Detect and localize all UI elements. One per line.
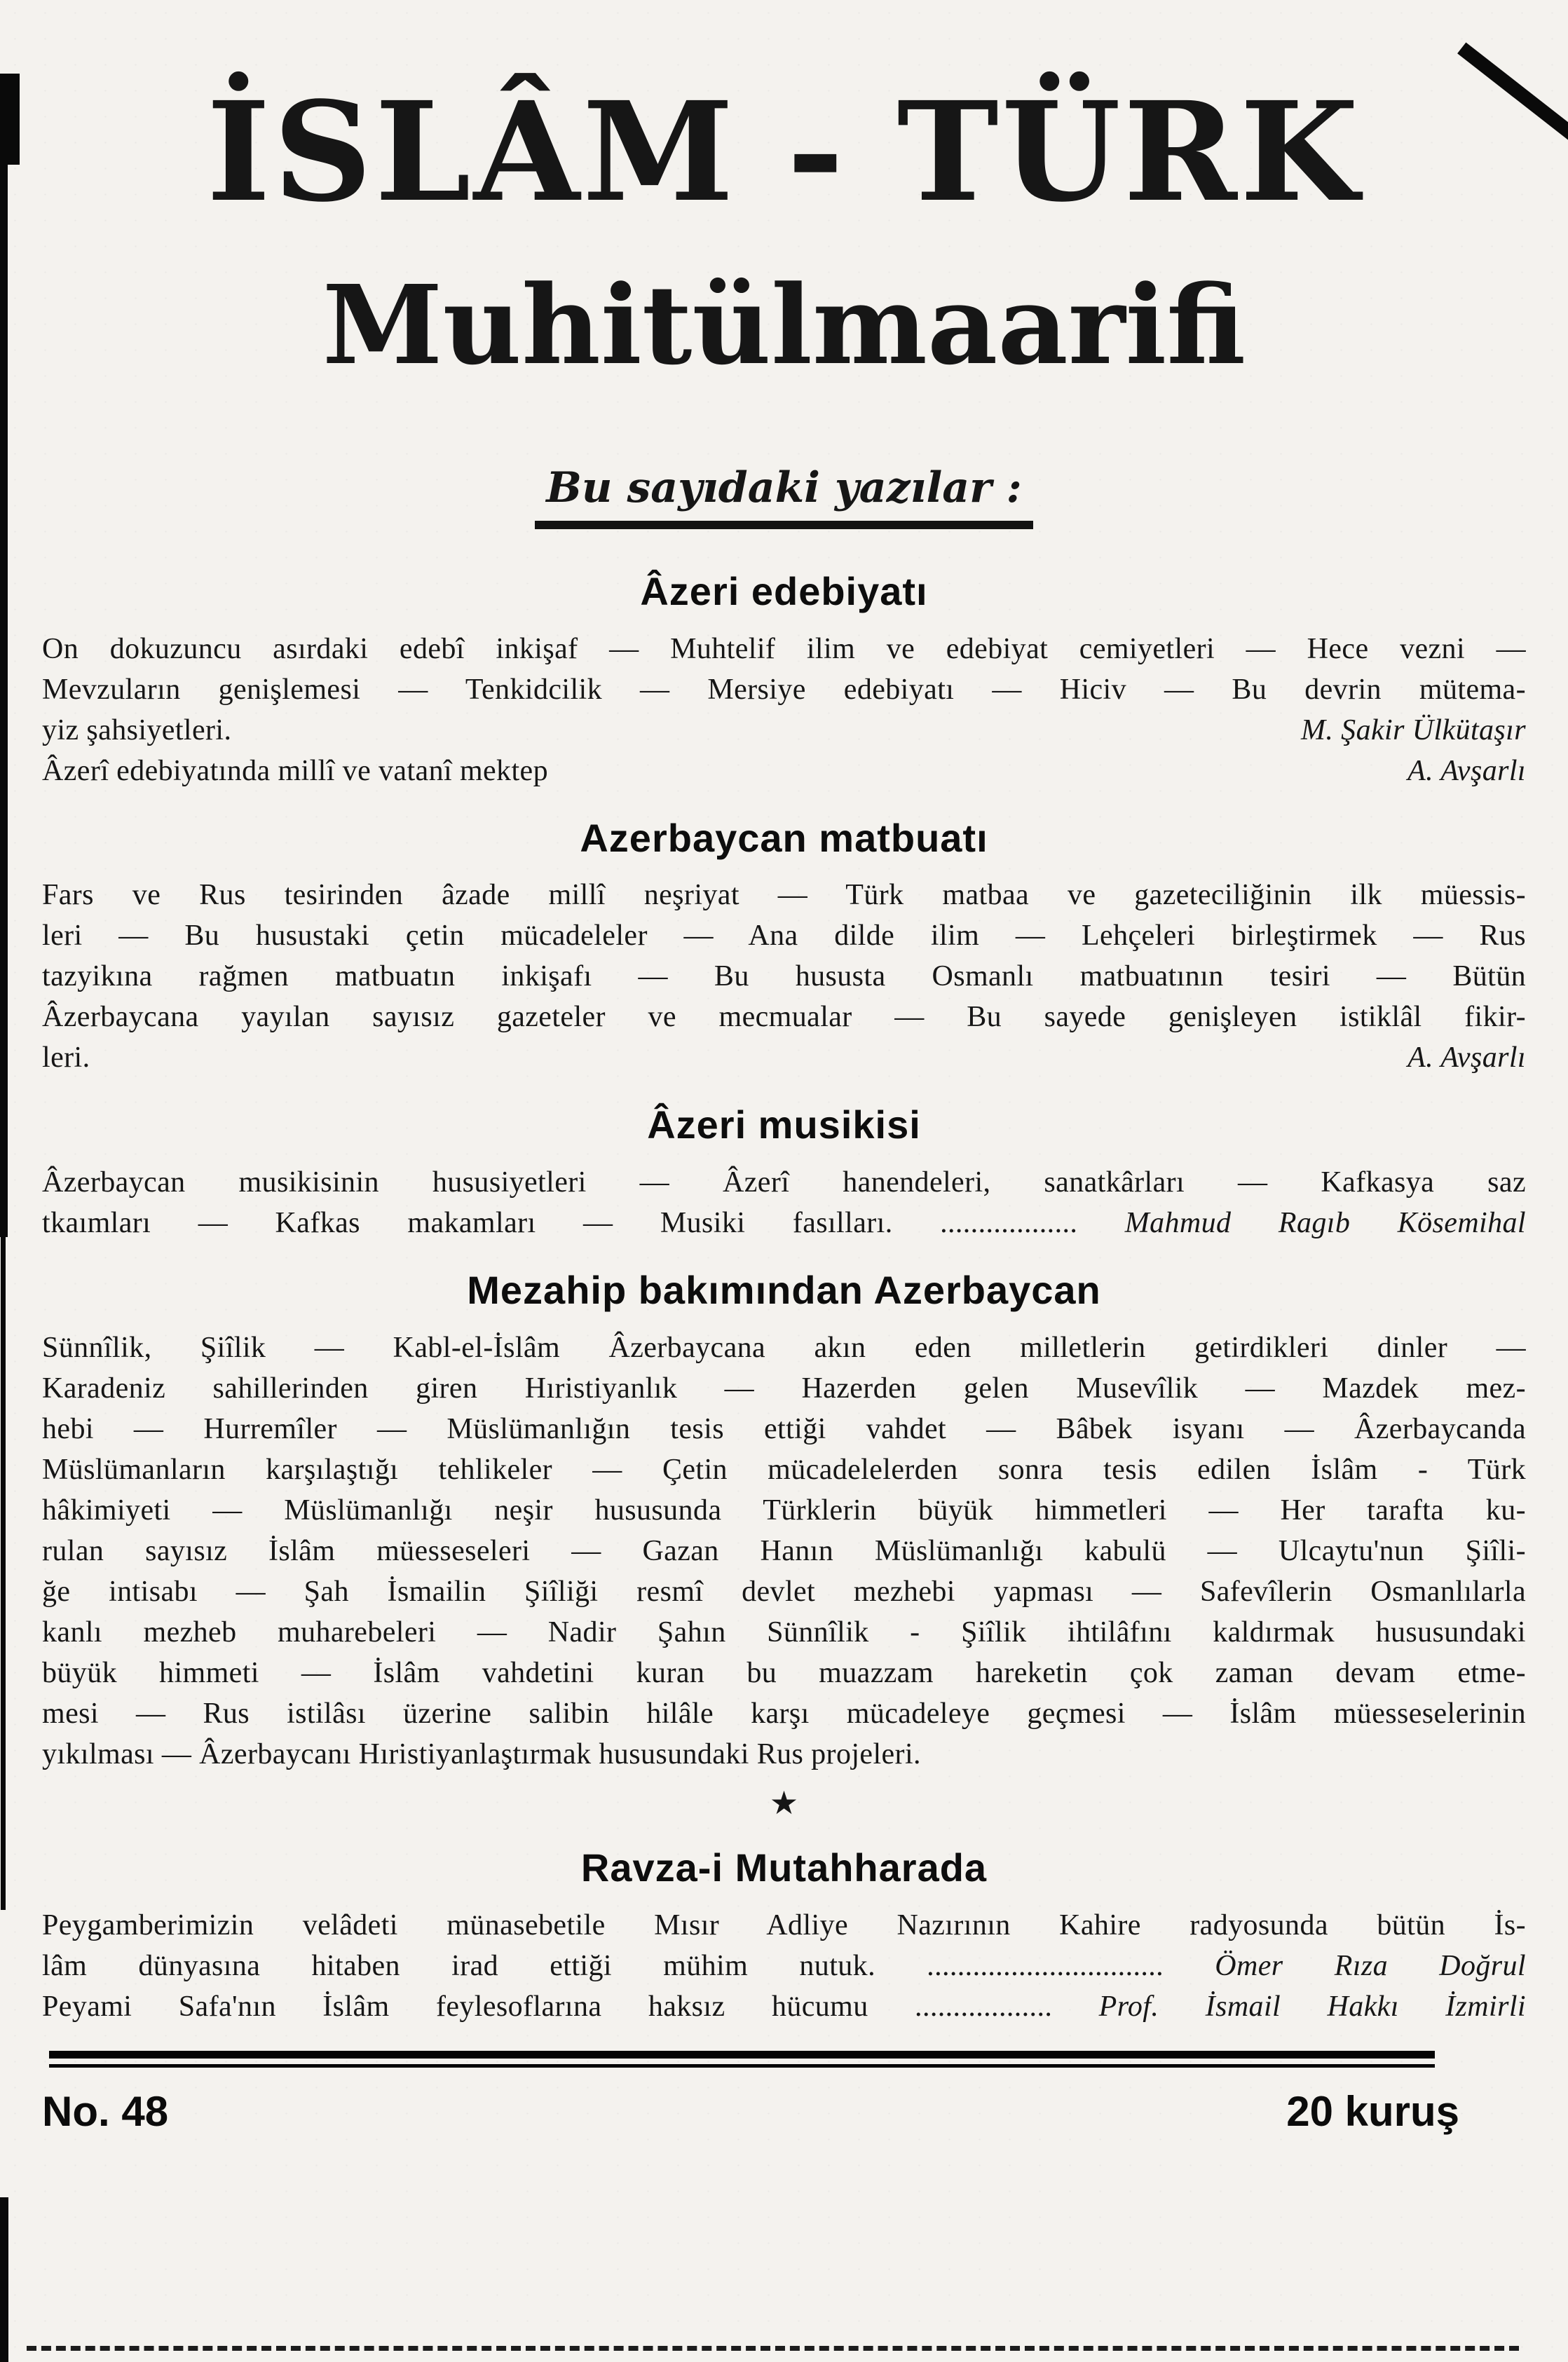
toc-line-text: hâkimiyeti — Müslümanlığı neşir hususunda Türklerin büyük himmetleri — Her tarafta ku- <box>42 1494 1526 1527</box>
toc-line-text: hebi — Hurremîler — Müslümanlığın tesis ettiği vahdet — Bâbek isyanı — Âzerbaycanda <box>42 1412 1526 1445</box>
footer-rule <box>49 2051 1435 2068</box>
toc-line-text: yıkılması — Âzerbaycanı Hıristiyanlaştırmak hususundaki Rus projeleri. <box>42 1738 921 1770</box>
toc-section <box>42 1269 1526 1775</box>
toc-line <box>42 1986 1526 2027</box>
author-name: M. Şakir Ülkütaşır <box>1300 714 1526 746</box>
toc-section <box>42 1103 1526 1243</box>
sections <box>42 570 1526 2027</box>
toc-section <box>42 570 1526 791</box>
toc-line-text: Fars ve Rus tesirinden âzade millî neşriyat — Türk matbaa ve gazeteciliğinin ilk müessis- <box>42 879 1526 912</box>
section-body <box>42 875 1526 1078</box>
toc-line <box>42 1409 1526 1449</box>
toc-line <box>42 1946 1526 1986</box>
toc-line <box>42 669 1526 710</box>
magazine-subtitle: Muhitülmaarifi <box>322 261 1246 390</box>
toc-line-text: büyük himmeti — İslâm vahdetini kuran bu muazzam hareketin çok zaman devam etme- <box>42 1656 1526 1689</box>
toc-line <box>42 1449 1526 1490</box>
page-content <box>0 71 1568 2136</box>
toc-line <box>42 1571 1526 1612</box>
toc-line-text: yiz şahsiyetleri. <box>42 714 232 746</box>
toc-line-text: ğe intisabı — Şah İsmailin Şiîliği resmî devlet mezhebi yapması — Safevîlerin Osmanlılarla <box>42 1575 1526 1608</box>
section-body <box>42 629 1526 791</box>
section-body <box>42 1327 1526 1775</box>
toc-line <box>42 1037 1526 1078</box>
magazine-title: İSLÂM - TÜRK <box>206 71 1362 232</box>
author-name: Prof. İsmail Hakkı İzmirli <box>1052 1990 1526 2023</box>
toc-line-text: Âzerbaycan musikisinin hususiyetleri — Âzerî hanendeleri, sanatkârları — Kafkasya saz <box>42 1166 1526 1199</box>
toc-line <box>42 997 1526 1037</box>
section-body <box>42 1162 1526 1243</box>
author-name: A. Avşarlı <box>1407 754 1526 787</box>
scan-artifact-left-strip <box>0 2197 8 2362</box>
toc-line-text: Müslümanların karşılaştığı tehlikeler — Çetin mücadelelerden sonra tesis edilen İslâm - Türk <box>42 1453 1526 1486</box>
toc-line <box>42 1905 1526 1946</box>
toc-line-text: tkaımları — Kafkas makamları — Musiki fasılları. .................. <box>42 1207 1078 1240</box>
toc-line <box>42 1203 1526 1243</box>
star-divider-icon: ★ <box>769 1784 799 1821</box>
price: 20 kuruş <box>1286 2087 1459 2135</box>
toc-line-text: Karadeniz sahillerinden giren Hıristiyanlık — Hazerden gelen Musevîlik — Mazdek mez- <box>42 1372 1526 1405</box>
author-name: Mahmud Ragıb Kösemihal <box>1077 1207 1526 1240</box>
author-name: Ömer Rıza Doğrul <box>1164 1949 1526 1982</box>
section-title: Mezahip bakımından Azerbaycan <box>467 1268 1101 1313</box>
toc-line <box>42 875 1526 915</box>
section-title: Âzeri edebiyatı <box>640 569 928 614</box>
toc-line <box>42 956 1526 997</box>
toc-line-text: Mevzuların genişlemesi — Tenkidcilik — Mersiye edebiyatı — Hiciv — Bu devrin mütema- <box>42 673 1526 706</box>
footer-row <box>42 2087 1526 2136</box>
toc-line <box>42 915 1526 956</box>
toc-line <box>42 1734 1526 1775</box>
toc-line-text: Âzerî edebiyatında millî ve vatanî mektep <box>42 754 548 787</box>
toc-line <box>42 710 1526 751</box>
toc-line-text: Peyami Safa'nın İslâm feylesoflarına haksız hücumu .................. <box>42 1990 1053 2023</box>
toc-line <box>42 1653 1526 1693</box>
toc-line-text: leri — Bu husustaki çetin mücadeleler — Ana dilde ilim — Lehçeleri birleştirmek — Rus <box>42 920 1526 953</box>
toc-line-text: kanlı mezheb muharebeleri — Nadir Şahın Sünnîlik - Şiîlik ihtilâfını kaldırmak hususundaki <box>42 1616 1526 1648</box>
toc-section <box>42 1846 1526 2027</box>
toc-line-text: tazyikına rağmen matbuatın inkişafı — Bu hususta Osmanlı matbuatının tesiri — Bütün <box>42 960 1526 993</box>
toc-line-text: lâm dünyasına hitaben irad ettiği mühim nutuk. ............................... <box>42 1949 1164 1982</box>
toc-line-text: Peygamberimizin velâdeti münasebetile Mısır Adliye Nazırının Kahire radyosunda bütün İs- <box>42 1909 1526 1941</box>
toc-line-text: rulan sayısız İslâm müesseseleri — Gazan Hanın Müslümanlığı kabulü — Ulcaytu'nun Şiîli- <box>42 1534 1526 1567</box>
toc-section <box>42 817 1526 1079</box>
toc-line-text: Sünnîlik, Şiîlik — Kabl-el-İslâm Âzerbaycana akın eden milletlerin getirdikleri dinler — <box>42 1331 1526 1364</box>
section-title: Azerbaycan matbuatı <box>580 815 988 860</box>
toc-line <box>42 1490 1526 1531</box>
toc-line-text: leri. <box>42 1042 90 1074</box>
toc-line <box>42 1531 1526 1571</box>
magazine-cover-page <box>0 71 1568 2362</box>
toc-line <box>42 1612 1526 1653</box>
section-body <box>42 1905 1526 2027</box>
section-title: Ravza-i Mutahharada <box>580 1845 988 1890</box>
toc-line-text: mesi — Rus istilâsı üzerine salibin hilâle karşı mücadeleye geçmesi — İslâm müesseselerinin <box>42 1697 1526 1730</box>
toc-line-text: Âzerbaycana yayılan sayısız gazeteler ve mecmualar — Bu sayede genişleyen istiklâl fikir- <box>42 1001 1526 1034</box>
scan-artifact-bottom-dashed-line <box>27 2346 1519 2351</box>
contents-heading: Bu sayıdaki yazılar : <box>535 463 1033 529</box>
toc-line <box>42 751 1526 791</box>
issue-number: No. 48 <box>42 2087 169 2135</box>
section-title: Âzeri musikisi <box>647 1103 921 1147</box>
toc-line <box>42 1368 1526 1409</box>
toc-line <box>42 629 1526 669</box>
author-name: A. Avşarlı <box>1407 1042 1526 1074</box>
toc-line <box>42 1693 1526 1734</box>
toc-line <box>42 1327 1526 1368</box>
toc-line-text: On dokuzuncu asırdaki edebî inkişaf — Muhtelif ilim ve edebiyat cemiyetleri — Hece vezni — <box>42 632 1526 665</box>
toc-line <box>42 1162 1526 1203</box>
contents-heading-wrap <box>42 463 1526 529</box>
